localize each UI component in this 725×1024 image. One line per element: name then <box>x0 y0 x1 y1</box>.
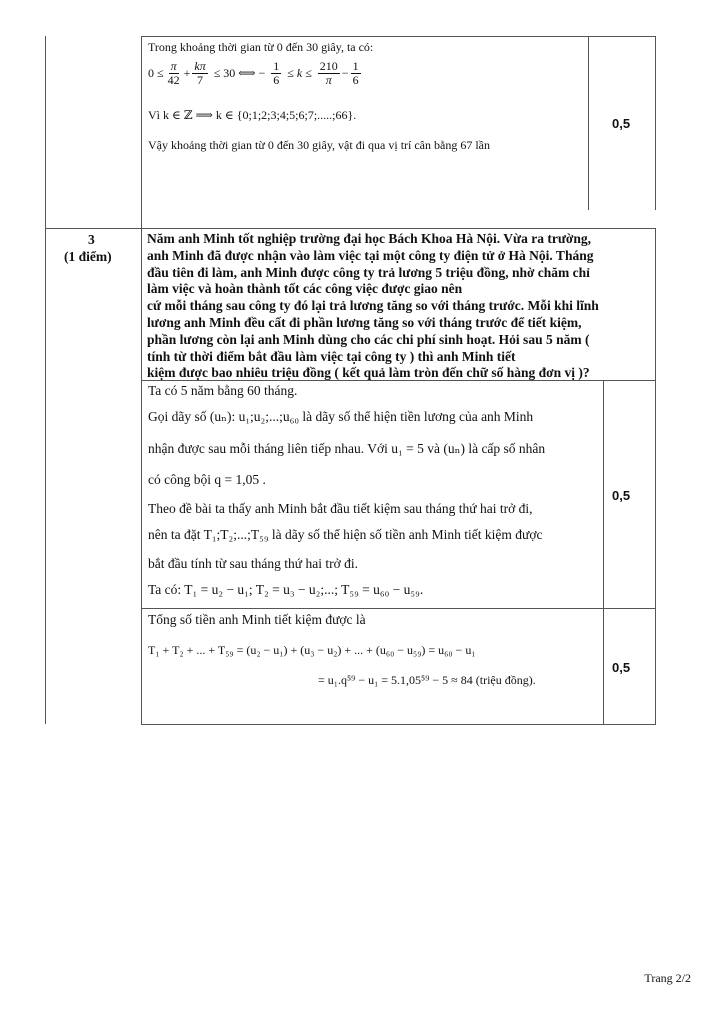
q-text-line: kiệm được bao nhiêu triệu đồng ( kết quả làm tròn đến chữ số hàng đơn vị )? <box>147 365 590 381</box>
sec1-score: 0,5 <box>612 116 631 131</box>
right-border <box>655 228 656 724</box>
q-text-line: anh Minh đã được nhận vào làm việc tại một công ty điện tử ở Hà Nội. Tháng <box>147 247 594 263</box>
sec1-line3: Vì k ∈ ℤ ⟹ k ∈ {0;1;2;3;4;5;6;7;.....;66}. <box>148 108 357 122</box>
question-text <box>147 231 599 382</box>
sec2-line: có công bội q = 1,05 . <box>148 472 266 487</box>
question-number: 3 <box>88 232 95 247</box>
sec2-score: 0,5 <box>612 488 631 503</box>
sec2-line: nhận được sau mỗi tháng liên tiếp nhau. Với u₁ = 5 và (uₙ) là cấp số nhân <box>148 441 546 456</box>
sec3-line3: = u₁.q⁵⁹ − u₁ = 5.1,05⁵⁹ − 5 ≈ 84 (triệu đồng). <box>318 673 536 687</box>
q-text-line: cứ mỗi tháng sau công ty đó lại trả lương tăng so với tháng trước. Mỗi khi lĩnh <box>147 298 599 314</box>
sec2-line: nên ta đặt T₁;T₂;...;T₅₉ là dãy số thể hiện số tiền anh Minh tiết kiệm được <box>148 527 543 542</box>
q-text-line: làm việc và hoàn thành tốt các công việc được giao nên <box>147 281 463 297</box>
left-border <box>45 36 46 724</box>
sec2-line: Theo đề bài ta thấy anh Minh bắt đầu tiết kiệm sau tháng thứ hai trở đi, <box>148 501 533 516</box>
sec2-line: bắt đầu tính từ sau tháng thứ hai trở đi. <box>148 556 358 571</box>
frac-kpi-7: $\frac{k\pi}{7}$ <box>194 59 206 88</box>
sec2-line: Ta có 5 năm bằng 60 tháng. <box>148 383 298 398</box>
bottom-border <box>141 724 656 725</box>
q-text-line: Năm anh Minh tốt nghiệp trường đại học Bách Khoa Hà Nội. Vừa ra trường, <box>147 231 592 246</box>
page-number: Trang 2/2 <box>644 971 691 985</box>
frac-pi-42: $\frac{\pi}{42}$ <box>167 59 180 88</box>
q-text-line: lương anh Minh đều cất đi phần lương tăng so với tháng trước để tiết kiệm, <box>147 314 582 330</box>
q-text-line: phần lương còn lại anh Minh dùng cho các chi phí sinh hoạt. Hỏi sau 5 năm ( <box>147 331 590 347</box>
frac-210-pi: $\frac{210}{\pi}$ <box>319 59 338 88</box>
row-divider-sum <box>141 608 656 609</box>
sec3-score: 0,5 <box>612 660 631 675</box>
q-text-line: tính từ thời điểm bắt đầu làm việc tại công ty ) thì anh Minh tiết <box>147 348 516 364</box>
sec2-line: Gọi dãy số (uₙ): u₁;u₂;...;u₆₀ là dãy số thể hiện tiền lương của anh Minh <box>148 409 534 424</box>
ineq-left: 0 ≤ <box>148 66 164 81</box>
sec3-line1: Tổng số tiền anh Minh tiết kiệm được là <box>148 612 366 627</box>
question-points: (1 điểm) <box>64 249 112 264</box>
frac-1-6-a: $\frac{1}{6}$ <box>273 59 280 88</box>
sec3-line2: T₁ + T₂ + ... + T₅₉ = (u₂ − u₁) + (u₃ − u₂) + ... + (u₆₀ − u₅₉) = u₆₀ − u₁ <box>148 643 476 657</box>
row-divider-q3 <box>45 228 656 229</box>
top-border <box>141 36 656 37</box>
right-border-top <box>655 36 656 210</box>
sec2-line: Ta có: T₁ = u₂ − u₁; T₂ = u₃ − u₂;...; T₅₉ = u₆₀ − u₅₉. <box>148 582 424 597</box>
frac-1-6-b: $\frac{1}{6}$ <box>352 59 359 88</box>
q-text-line: đầu tiên đi làm, anh Minh được công ty trả lương 5 triệu đồng, nhờ chăm chỉ <box>147 264 590 280</box>
col-divider-2b <box>603 380 604 724</box>
sec1-inequality: 0 ≤ $\frac{\pi}{42}$ + $\frac{k\pi}{7}$ ≤ 30 ⟺ − $\frac{1}{6}$ ≤ k ≤ $\frac{210}{\pi}$ − $\frac{1}{6}$ <box>148 59 359 88</box>
sec1-line4: Vậy khoảng thời gian từ 0 đến 30 giây, vật đi qua vị trí cân bằng 67 lần <box>148 138 490 152</box>
sec1-line1: Trong khoảng thời gian từ 0 đến 30 giây, ta có: <box>148 40 374 54</box>
col-divider-2 <box>588 36 589 210</box>
